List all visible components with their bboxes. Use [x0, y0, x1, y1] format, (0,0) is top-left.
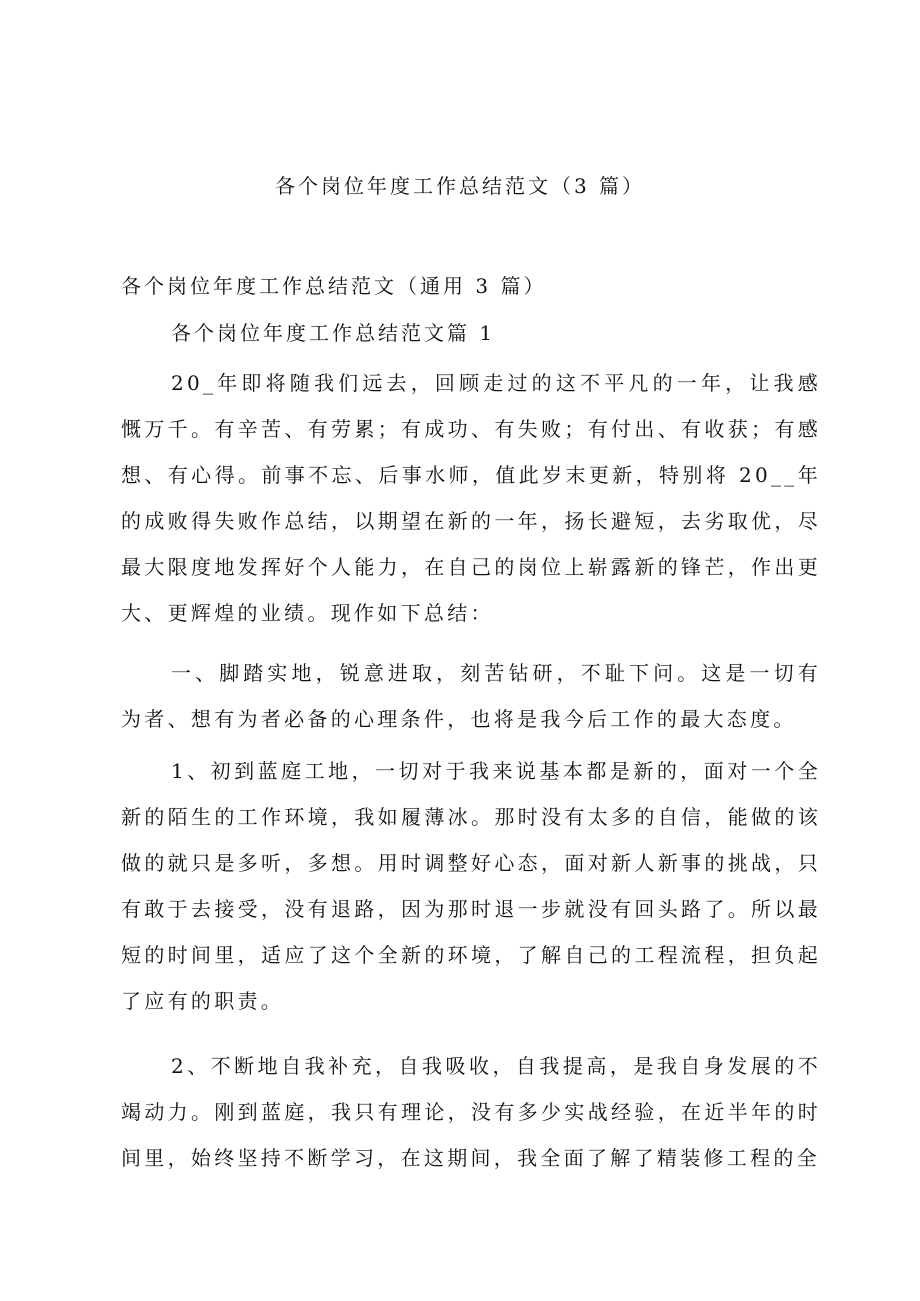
- document-title: 各个岗位年度工作总结范文（3 篇）: [274, 174, 646, 198]
- document-subtitle: 各个岗位年度工作总结范文（通用 3 篇）: [121, 274, 547, 298]
- body-paragraph: 1、初到蓝庭工地，一切对于我来说基本都是新的，面对一个全新的陌生的工作环境，我如履薄冰。那时没有太多的自信，能做的该做的就只是多听，多想。用时调整好心态，面对新人新事的挑战，只有敢于去接受，没有退路，因为那时退一步就没有回头路了。所以最短的时间里，适应了这个全新的环境，了解自己的工程流程，担负起了应有的职责。: [121, 759, 821, 1013]
- body-paragraph: 2、不断地自我补充，自我吸收，自我提高，是我自身发展的不竭动力。刚到蓝庭，我只有理论，没有多少实战经验，在近半年的时间里，始终坚持不断学习，在这期间，我全面了解了精装修工程的全: [121, 1054, 821, 1170]
- body-paragraph: 20_年即将随我们远去，回顾走过的这不平凡的一年，让我感慨万千。有辛苦、有劳累；有成功、有失败；有付出、有收获；有感想、有心得。前事不忘、后事水师，值此岁末更新，特别将 20__年的成败得失败作总结，以期望在新的一年，扬长避短，去劣取优，尽最大限度地发挥好个人能力，在自己的岗位上崭露新的锋芒，作出更大、更辉煌的业绩。现作如下总结：: [121, 371, 821, 625]
- body-paragraph: 一、脚踏实地，锐意进取，刻苦钻研，不耻下问。这是一切有为者、想有为者必备的心理条件，也将是我今后工作的最大态度。: [121, 661, 821, 731]
- section-heading: 各个岗位年度工作总结范文篇 1: [171, 321, 496, 345]
